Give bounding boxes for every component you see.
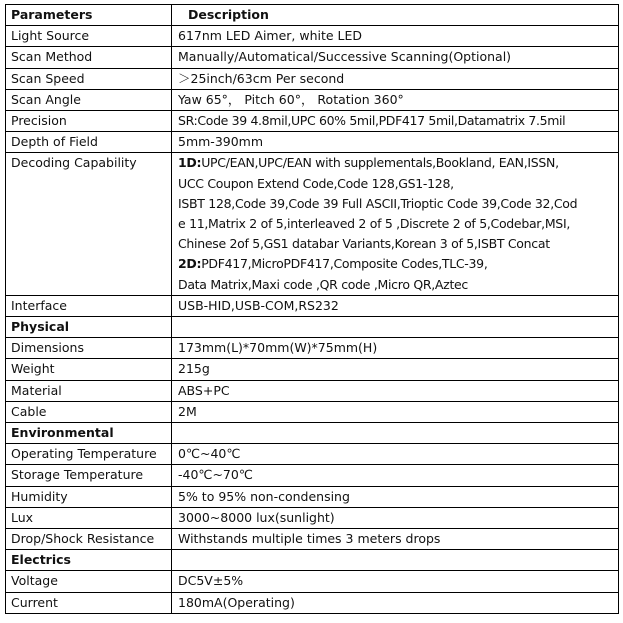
table-row [6,592,619,613]
param-label: Storage Temperature [6,465,172,486]
param-label: Voltage [6,571,172,592]
section-empty [172,317,619,338]
param-value: 173mm(L)*70mm(W)*75mm(H) [172,338,619,359]
table-row [6,26,619,47]
spec-table-container [5,4,619,614]
param-label: Precision [6,111,172,132]
param-value: 3000~8000 lux(sunlight) [172,507,619,528]
param-label: Scan Method [6,47,172,68]
table-row [6,444,619,465]
table-row [6,89,619,110]
param-label: Dimensions [6,338,172,359]
table-row [6,529,619,550]
spec-table [5,4,619,614]
param-label: Material [6,380,172,401]
param-value: 5mm-390mm [172,132,619,153]
param-value: -40℃~70℃ [172,465,619,486]
param-label: Scan Speed [6,68,172,89]
param-label: Drop/Shock Resistance [6,529,172,550]
param-value: SR:Code 39 4.8mil,UPC 60% 5mil,PDF417 5mil,Datamatrix 7.5mil [172,111,619,132]
param-value: 215g [172,359,619,380]
table-row [6,359,619,380]
table-row [6,507,619,528]
decoding-capability-value [172,153,619,295]
param-label: Current [6,592,172,613]
param-label: Depth of Field [6,132,172,153]
decoding-line: e 11,Matrix 2 of 5,interleaved 2 of 5 ,Discrete 2 of 5,Codebar,MSI, [178,216,571,232]
table-row [6,295,619,316]
param-value: 0℃~40℃ [172,444,619,465]
table-row [6,380,619,401]
decoding-1d-label: 1D: [178,155,202,171]
param-value: Manually/Automatical/Successive Scanning(Optional) [172,47,619,68]
param-label: Humidity [6,486,172,507]
header-parameters: Parameters [6,5,172,26]
section-row-physical [6,317,619,338]
param-value: 2M [172,401,619,422]
table-row [6,486,619,507]
table-row [6,47,619,68]
table-row [6,401,619,422]
header-description: Description [172,5,619,26]
table-header-row [6,5,619,26]
table-row [6,571,619,592]
param-value: USB-HID,USB-COM,RS232 [172,295,619,316]
decoding-line: ISBT 128,Code 39,Code 39 Full ASCII,Trioptic Code 39,Code 32,Cod [178,195,578,211]
param-value: Withstands multiple times 3 meters drops [172,529,619,550]
section-row-electrics [6,550,619,571]
section-row-environmental [6,423,619,444]
param-label: Decoding Capability [6,153,172,295]
decoding-2d-label: 2D: [178,256,202,272]
param-label: Weight [6,359,172,380]
param-label: Interface [6,295,172,316]
table-row [6,465,619,486]
section-empty [172,423,619,444]
decoding-line: Chinese 2of 5,GS1 databar Variants,Korean 3 of 5,ISBT Concat [178,236,550,252]
section-title: Physical [6,317,172,338]
table-row [6,338,619,359]
param-value: 180mA(Operating) [172,592,619,613]
param-value: ＞25inch/63cm Per second [172,68,619,89]
section-empty [172,550,619,571]
decoding-line: Data Matrix,Maxi code ,QR code ,Micro QR,Aztec [178,276,469,292]
param-label: Operating Temperature [6,444,172,465]
table-row [6,132,619,153]
param-value: 5% to 95% non-condensing [172,486,619,507]
decoding-line: 2D:PDF417,MicroPDF417,Composite Codes,TLC-39, [178,256,488,272]
table-row-decoding [6,153,619,295]
param-value: Yaw 65°， Pitch 60°， Rotation 360° [172,89,619,110]
table-row [6,68,619,89]
param-value: DC5V±5% [172,571,619,592]
param-label: Lux [6,507,172,528]
param-value: ABS+PC [172,380,619,401]
param-label: Scan Angle [6,89,172,110]
param-value: 617nm LED Aimer, white LED [172,26,619,47]
param-label: Cable [6,401,172,422]
decoding-line: UCC Coupon Extend Code,Code 128,GS1-128, [178,175,454,191]
section-title: Environmental [6,423,172,444]
section-title: Electrics [6,550,172,571]
table-row [6,111,619,132]
param-label: Light Source [6,26,172,47]
decoding-line: 1D:UPC/EAN,UPC/EAN with supplementals,Bookland, EAN,ISSN, [178,155,559,171]
